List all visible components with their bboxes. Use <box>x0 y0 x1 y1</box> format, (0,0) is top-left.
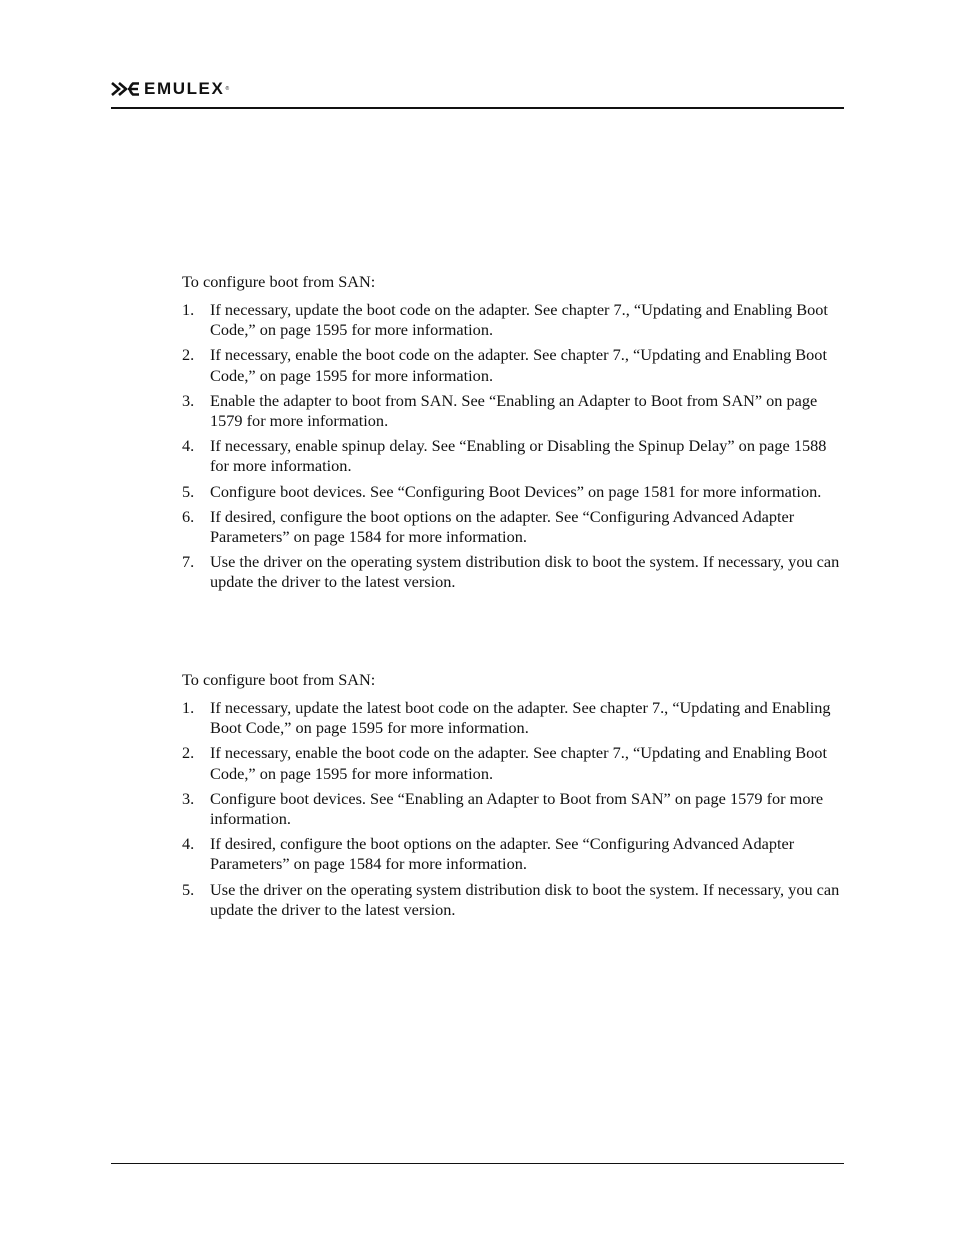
step-number: 2. <box>182 345 195 365</box>
step-text: Use the driver on the operating system distribution disk to boot the system. If necessary, you can update the driver to the latest version. <box>210 879 840 919</box>
step-number: 6. <box>182 506 195 526</box>
step-number: 1. <box>182 300 195 319</box>
step-number: 2. <box>182 743 195 763</box>
header-rule <box>111 107 844 109</box>
step-text: If necessary, enable the boot code on the adapter. See chapter 7., “Updating and Enabling Boot Code,” on page 1595 for more information. <box>210 345 827 385</box>
page-header <box>111 78 844 110</box>
list-item <box>182 834 842 875</box>
step-number: 5. <box>182 879 195 899</box>
step-text: If desired, configure the boot options on the adapter. See “Configuring Advanced Adapter Parameters” on page 1584 for more information. <box>210 506 795 546</box>
procedure-intro: To configure boot from SAN: <box>182 272 376 291</box>
footer-rule <box>111 1163 844 1164</box>
list-item <box>182 698 842 739</box>
list-item <box>182 391 842 432</box>
procedure-intro: To configure boot from SAN: <box>182 670 376 689</box>
step-text: If desired, configure the boot options on the adapter. See “Configuring Advanced Adapter Parameters” on page 1584 for more information. <box>210 834 795 874</box>
procedure-section-2 <box>182 670 842 925</box>
step-number: 7. <box>182 552 195 572</box>
step-text: If necessary, enable the boot code on the adapter. See chapter 7., “Updating and Enabling Boot Code,” on page 1595 for more information. <box>210 743 827 783</box>
list-item <box>182 436 842 477</box>
logo-wordmark: EMULEX <box>144 79 225 98</box>
step-number: 5. <box>182 481 195 501</box>
step-text: Enable the adapter to boot from SAN. See “Enabling an Adapter to Boot from SAN” on page 1579 for more information. <box>210 390 818 431</box>
step-number: 3. <box>182 390 195 410</box>
list-item <box>182 552 842 593</box>
step-text: Configure boot devices. See “Enabling an Adapter to Boot from SAN” on page 1579 for more information. <box>210 788 824 829</box>
step-text: Configure boot devices. See “Configuring Boot Devices” on page 1581 for more information. <box>210 481 822 501</box>
list-item <box>182 507 842 548</box>
step-text: If necessary, enable spinup delay. See “Enabling or Disabling the Spinup Delay” on page 1588 for more information. <box>210 436 827 476</box>
step-text: If necessary, update the boot code on the adapter. See chapter 7., “Updating and Enabling Boot Code,” on page 1595 for more information. <box>210 300 828 340</box>
list-item <box>182 482 842 502</box>
list-item <box>182 880 842 921</box>
step-number: 3. <box>182 788 195 808</box>
procedure-steps <box>182 698 842 920</box>
step-text: Use the driver on the operating system distribution disk to boot the system. If necessary, you can update the driver to the latest version. <box>210 552 840 592</box>
list-item <box>182 345 842 386</box>
procedure-steps <box>182 300 842 593</box>
procedure-section-1 <box>182 272 842 597</box>
emulex-logo-mark-icon <box>111 81 141 97</box>
step-number: 4. <box>182 834 195 854</box>
step-number: 4. <box>182 436 195 456</box>
list-item <box>182 300 842 341</box>
list-item <box>182 743 842 784</box>
list-item <box>182 789 842 830</box>
step-text: If necessary, update the latest boot code on the adapter. See chapter 7., “Updating and Enabling Boot Code,” on page 1595 for more information. <box>210 698 831 738</box>
logo-trademark: ® <box>225 86 230 92</box>
emulex-logo <box>111 81 229 97</box>
step-number: 1. <box>182 698 195 717</box>
